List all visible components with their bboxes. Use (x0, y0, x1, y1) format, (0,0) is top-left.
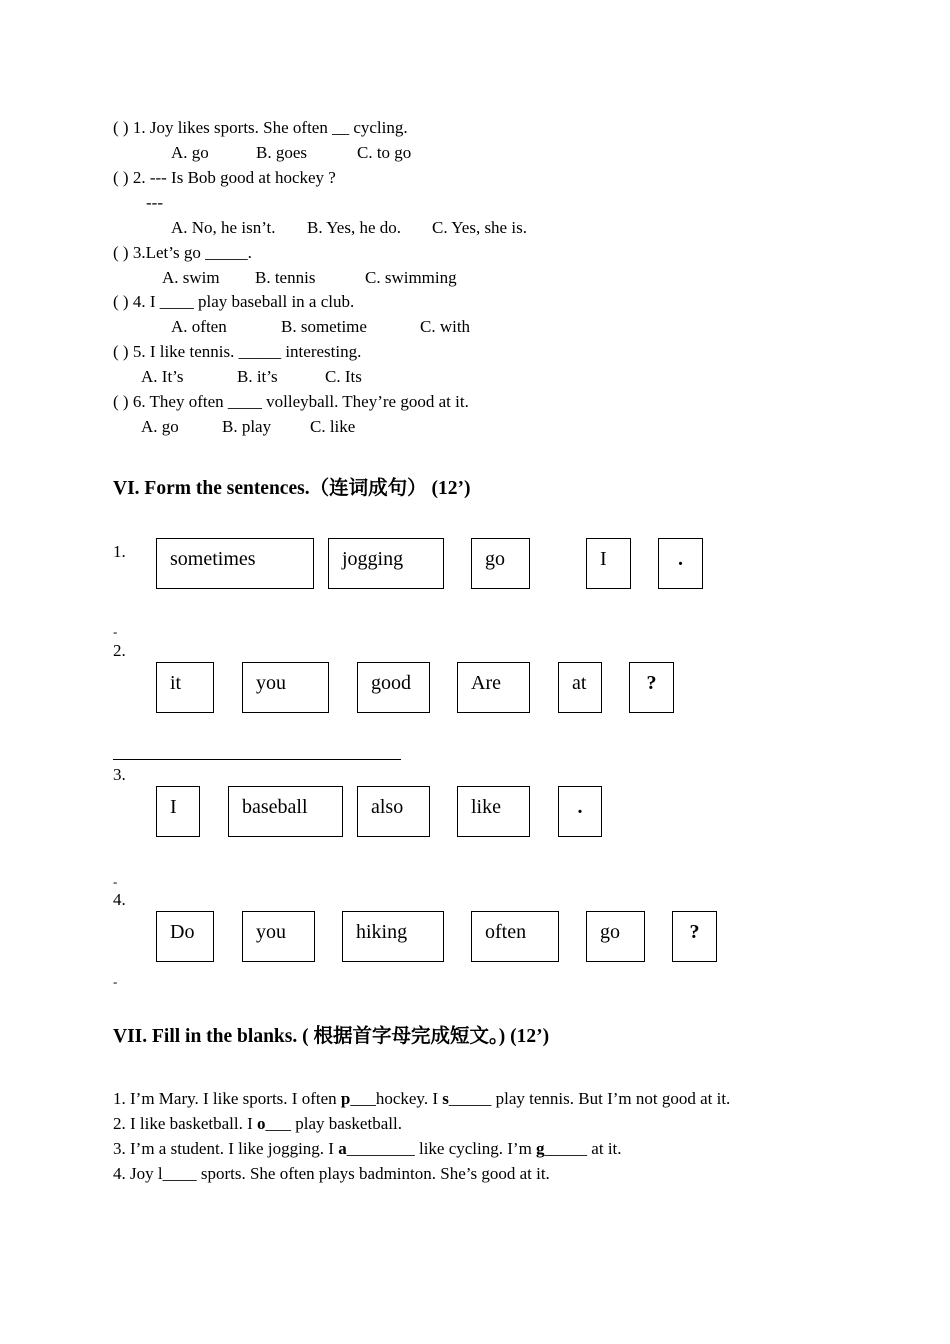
mc-q6-option-b: B. play (222, 417, 272, 436)
word-card: go (471, 538, 530, 589)
word-card: it (156, 662, 214, 713)
punctuation-card: . (658, 538, 703, 589)
s6-item2-number: 2. (113, 641, 126, 660)
s7-line-3 (113, 1139, 622, 1159)
s6-item3-answer-mark: - (113, 874, 118, 889)
mc-q2-option-b: B. Yes, he do. (307, 218, 401, 237)
word-card: also (357, 786, 430, 837)
mc-q6-option-c: C. like (310, 417, 356, 436)
s6-item2-answer-line (113, 759, 401, 760)
section7-heading: VII. Fill in the blanks. ( 根据首字母完成短文。) (12’) (113, 1026, 550, 1047)
s7-line-3-initial-g: g (536, 1139, 545, 1158)
s7-line-3-text-c: _____ at it. (544, 1139, 622, 1158)
mc-q3-option-a: A. swim (162, 268, 220, 287)
mc-q5-stem: ( ) 5. I like tennis. _____ interesting. (113, 342, 362, 361)
s7-line-1 (113, 1089, 730, 1109)
word-card: jogging (328, 538, 444, 589)
mc-q1-option-a: A. go (171, 143, 209, 162)
mc-q3-option-c: C. swimming (365, 268, 457, 287)
s7-line-2 (113, 1114, 402, 1134)
s7-line-3-initial-a: a (338, 1139, 347, 1158)
punctuation-card: ? (629, 662, 674, 713)
mc-q2-option-a: A. No, he isn’t. (171, 218, 276, 237)
mc-q4-option-a: A. often (171, 317, 227, 336)
word-card: Do (156, 911, 214, 962)
word-card: you (242, 911, 315, 962)
word-card: I (586, 538, 631, 589)
s7-line-1-initial-p: p (340, 1089, 351, 1108)
word-card: sometimes (156, 538, 314, 589)
word-card: baseball (228, 786, 343, 837)
s7-line-3-text-a: 3. I’m a student. I like jogging. I (113, 1139, 339, 1158)
s7-line-2-text-b: ___ play basketball. (265, 1114, 402, 1133)
word-card: I (156, 786, 200, 837)
s7-line-2-text-a: 2. I like basketball. I (113, 1114, 257, 1133)
word-card: you (242, 662, 329, 713)
s6-item4-number: 4. (113, 890, 126, 909)
s7-line-3-text-b: ________ like cycling. I’m (346, 1139, 537, 1158)
mc-q3-option-b: B. tennis (255, 268, 316, 287)
s7-line-1-text-a: 1. I’m Mary. I like sports. I often (113, 1089, 341, 1108)
s7-line-4-text: 4. Joy l____ sports. She often plays badminton. She’s good at it. (113, 1164, 550, 1183)
mc-q5-option-c: C. Its (325, 367, 362, 386)
mc-q2-option-c: C. Yes, she is. (432, 218, 527, 237)
s7-line-2-initial-o: o (257, 1114, 266, 1133)
mc-q6-stem: ( ) 6. They often ____ volleyball. They’re good at it. (113, 392, 469, 411)
mc-q4-stem: ( ) 4. I ____ play baseball in a club. (113, 292, 355, 311)
word-card: hiking (342, 911, 444, 962)
word-card: like (457, 786, 530, 837)
s7-line-1-text-c: _____ play tennis. But I’m not good at it. (448, 1089, 731, 1108)
mc-q4-option-b: B. sometime (281, 317, 367, 336)
section6-heading: VI. Form the sentences.（连词成句） (12’) (113, 478, 471, 499)
s6-item4-answer-mark: - (113, 974, 118, 989)
mc-q1-option-c: C. to go (357, 143, 412, 162)
mc-q2-continuation: --- (146, 193, 163, 212)
mc-q4-option-c: C. with (420, 317, 471, 336)
s6-item1-answer-mark: - (113, 624, 118, 639)
mc-q1-option-b: B. goes (256, 143, 307, 162)
word-card: go (586, 911, 645, 962)
word-card: often (471, 911, 559, 962)
mc-q6-option-a: A. go (141, 417, 179, 436)
mc-q5-option-a: A. It’s (141, 367, 184, 386)
mc-q3-stem: ( ) 3.Let’s go _____. (113, 243, 252, 262)
mc-q1-stem: ( ) 1. Joy likes sports. She often __ cycling. (113, 118, 408, 137)
punctuation-card: . (558, 786, 602, 837)
s6-item1-number: 1. (113, 542, 126, 561)
s6-item3-number: 3. (113, 765, 126, 784)
s7-line-1-initial-s: s (442, 1089, 449, 1108)
punctuation-card: ? (672, 911, 717, 962)
word-card: good (357, 662, 430, 713)
mc-q2-stem: ( ) 2. --- Is Bob good at hockey ? (113, 168, 336, 187)
s7-line-1-text-b: ___hockey. I (350, 1089, 443, 1108)
word-card: Are (457, 662, 530, 713)
mc-q5-option-b: B. it’s (237, 367, 278, 386)
s7-line-4 (113, 1164, 550, 1184)
word-card: at (558, 662, 602, 713)
